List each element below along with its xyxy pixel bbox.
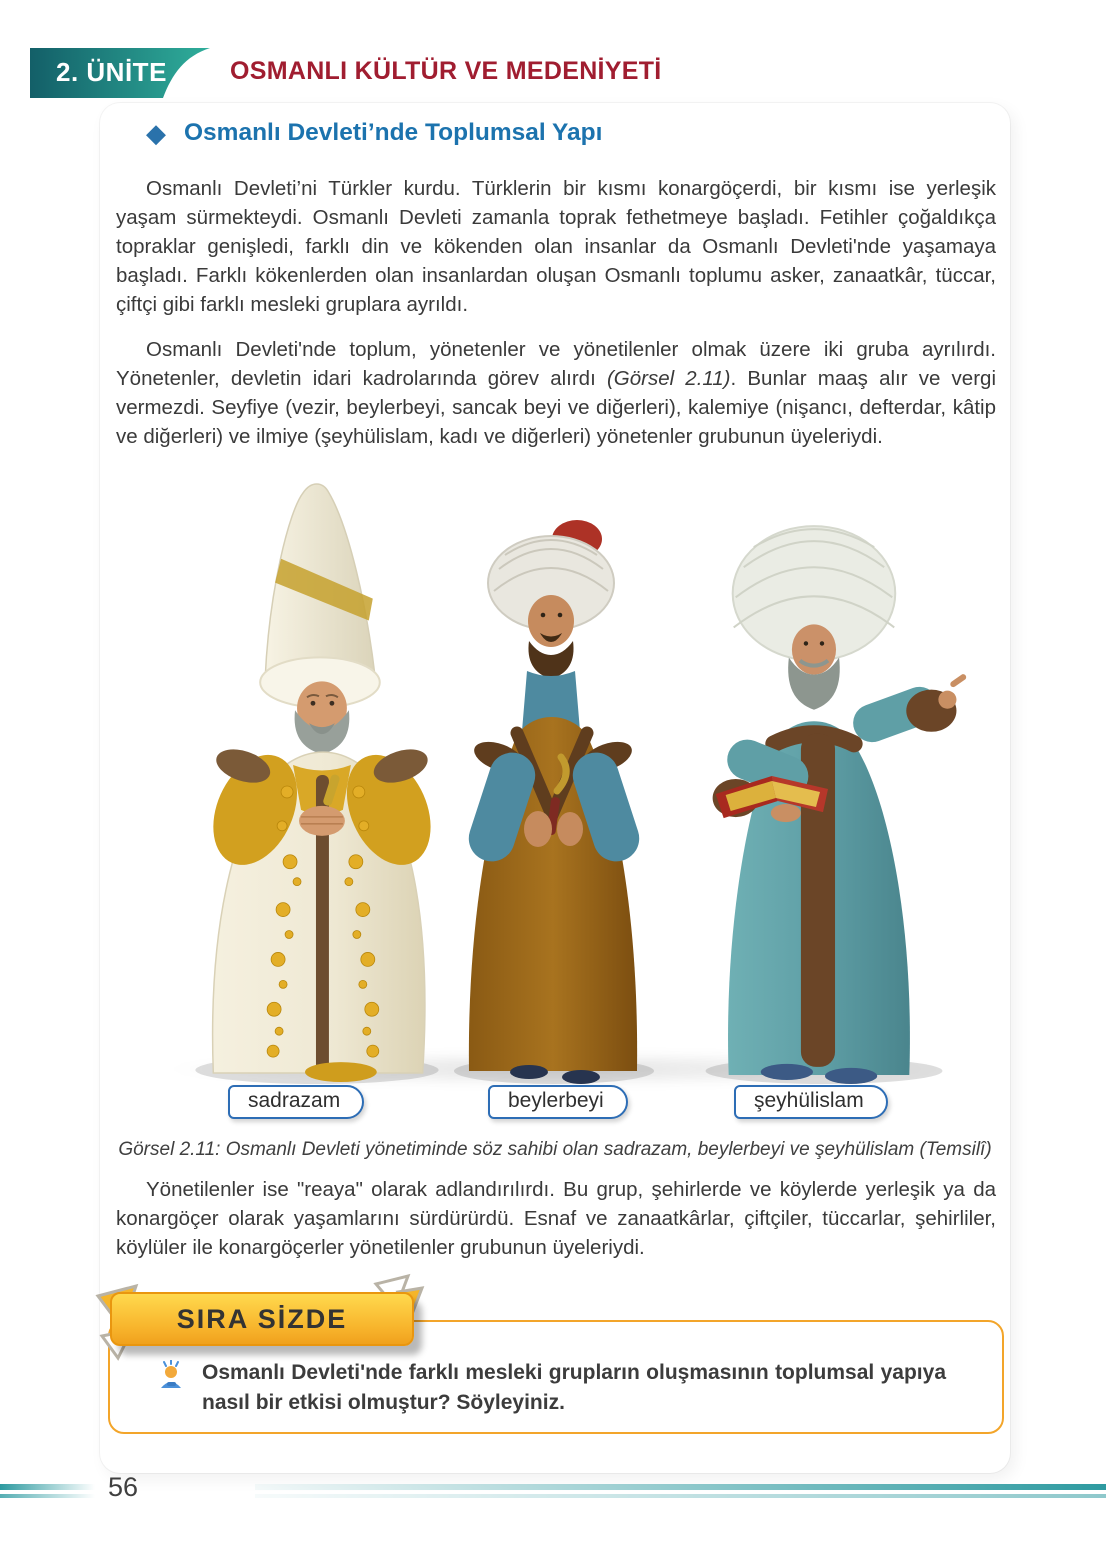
seyhulislam-illustration	[672, 497, 976, 1089]
footer-line-left-bottom	[0, 1494, 95, 1498]
bowing-person-icon	[158, 1360, 188, 1390]
footer-line-right-top	[255, 1484, 1106, 1490]
paragraph-3: Yönetilenler ise "reaya" olarak adlandırılırdı. Bu grup, şehirlerde ve köylerde yerleşik ya da konargöçer olarak yaşamlarını sürdürürdü. Esnaf ve zanaatkârlar, çiftçiler, tüccarlar, şehirliler, köylüler ile konargöçerler yönetilenler grubunun üyeleriydi.	[116, 1178, 996, 1259]
section-title: Osmanlı Devleti’nde Toplumsal Yapı	[184, 119, 603, 146]
figure-label-sadrazam: sadrazam	[228, 1085, 364, 1119]
section-heading-row	[146, 119, 1010, 147]
figure-label-seyhulislam: şeyhülislam	[734, 1085, 888, 1119]
figure-2-11	[100, 471, 1010, 1131]
paragraph-2-text: Osmanlı Devleti'nde toplum, yönetenler ve yönetilenler olmak üzere iki gruba ayrılırdı. Yönetenler, devletin idari kadrolarında görev alırdı	[116, 338, 996, 390]
unit-title: OSMANLI KÜLTÜR VE MEDENİYETİ	[230, 57, 662, 85]
sira-sizde-activity	[100, 1286, 1010, 1444]
sira-sizde-question-row	[158, 1358, 946, 1418]
figure-caption: Görsel 2.11: Osmanlı Devleti yönetiminde söz sahibi olan sadrazam, beylerbeyi ve şeyhülislam (Temsilî)	[118, 1139, 992, 1160]
unit-badge-label: 2. ÜNİTE	[56, 57, 167, 87]
unit-badge	[30, 48, 212, 98]
content-card	[100, 103, 1010, 1473]
diamond-icon: ◆	[146, 118, 166, 148]
sira-sizde-tab	[110, 1292, 414, 1346]
figure-label-beylerbeyi: beylerbeyi	[488, 1085, 628, 1119]
paragraph-2	[100, 335, 1010, 451]
sadrazam-illustration	[168, 471, 450, 1089]
page-number: 56	[108, 1472, 139, 1502]
sira-sizde-title: SIRA SİZDE	[176, 1303, 348, 1334]
beylerbeyi-illustration	[438, 499, 670, 1089]
paragraph-1: Osmanlı Devleti’ni Türkler kurdu. Türklerin bir kısmı konargöçerdi, bir kısmı ise yerleşik yaşam sürmekteydi. Osmanlı Devleti zamanla toprak fethetmeye başladı. Fetihler çoğaldıkça topraklar genişledi, farklı din ve kökenden olan insanlar da Osmanlı Devleti'nde yaşamaya başladı. Farklı kökenlerden olan insanlardan oluşan Osmanlı toplumu asker, zanaatkâr, tüccar, çiftçi gibi farklı mesleki gruplara ayrıldı.	[116, 177, 996, 316]
footer-line-left-top	[0, 1484, 95, 1490]
figure-reference: (Görsel 2.11)	[606, 367, 731, 390]
paragraph-2-text-after: . Bunlar maaş alır ve vergi vermezdi. Seyfiye (vezir, beylerbeyi, sancak beyi ve diğerleri), kalemiye (nişancı, defterdar, kâtip ve diğerleri) ve ilmiye (şeyhülislam, kadı ve diğerleri) yönetenler grubunun üyeleriydi.	[116, 367, 996, 448]
footer-line-right-bottom	[255, 1494, 1106, 1498]
sira-sizde-question: Osmanlı Devleti'nde farklı mesleki grupların oluşmasının toplumsal yapıya nasıl bir etkisi olmuştur? Söyleyiniz.	[202, 1361, 946, 1414]
